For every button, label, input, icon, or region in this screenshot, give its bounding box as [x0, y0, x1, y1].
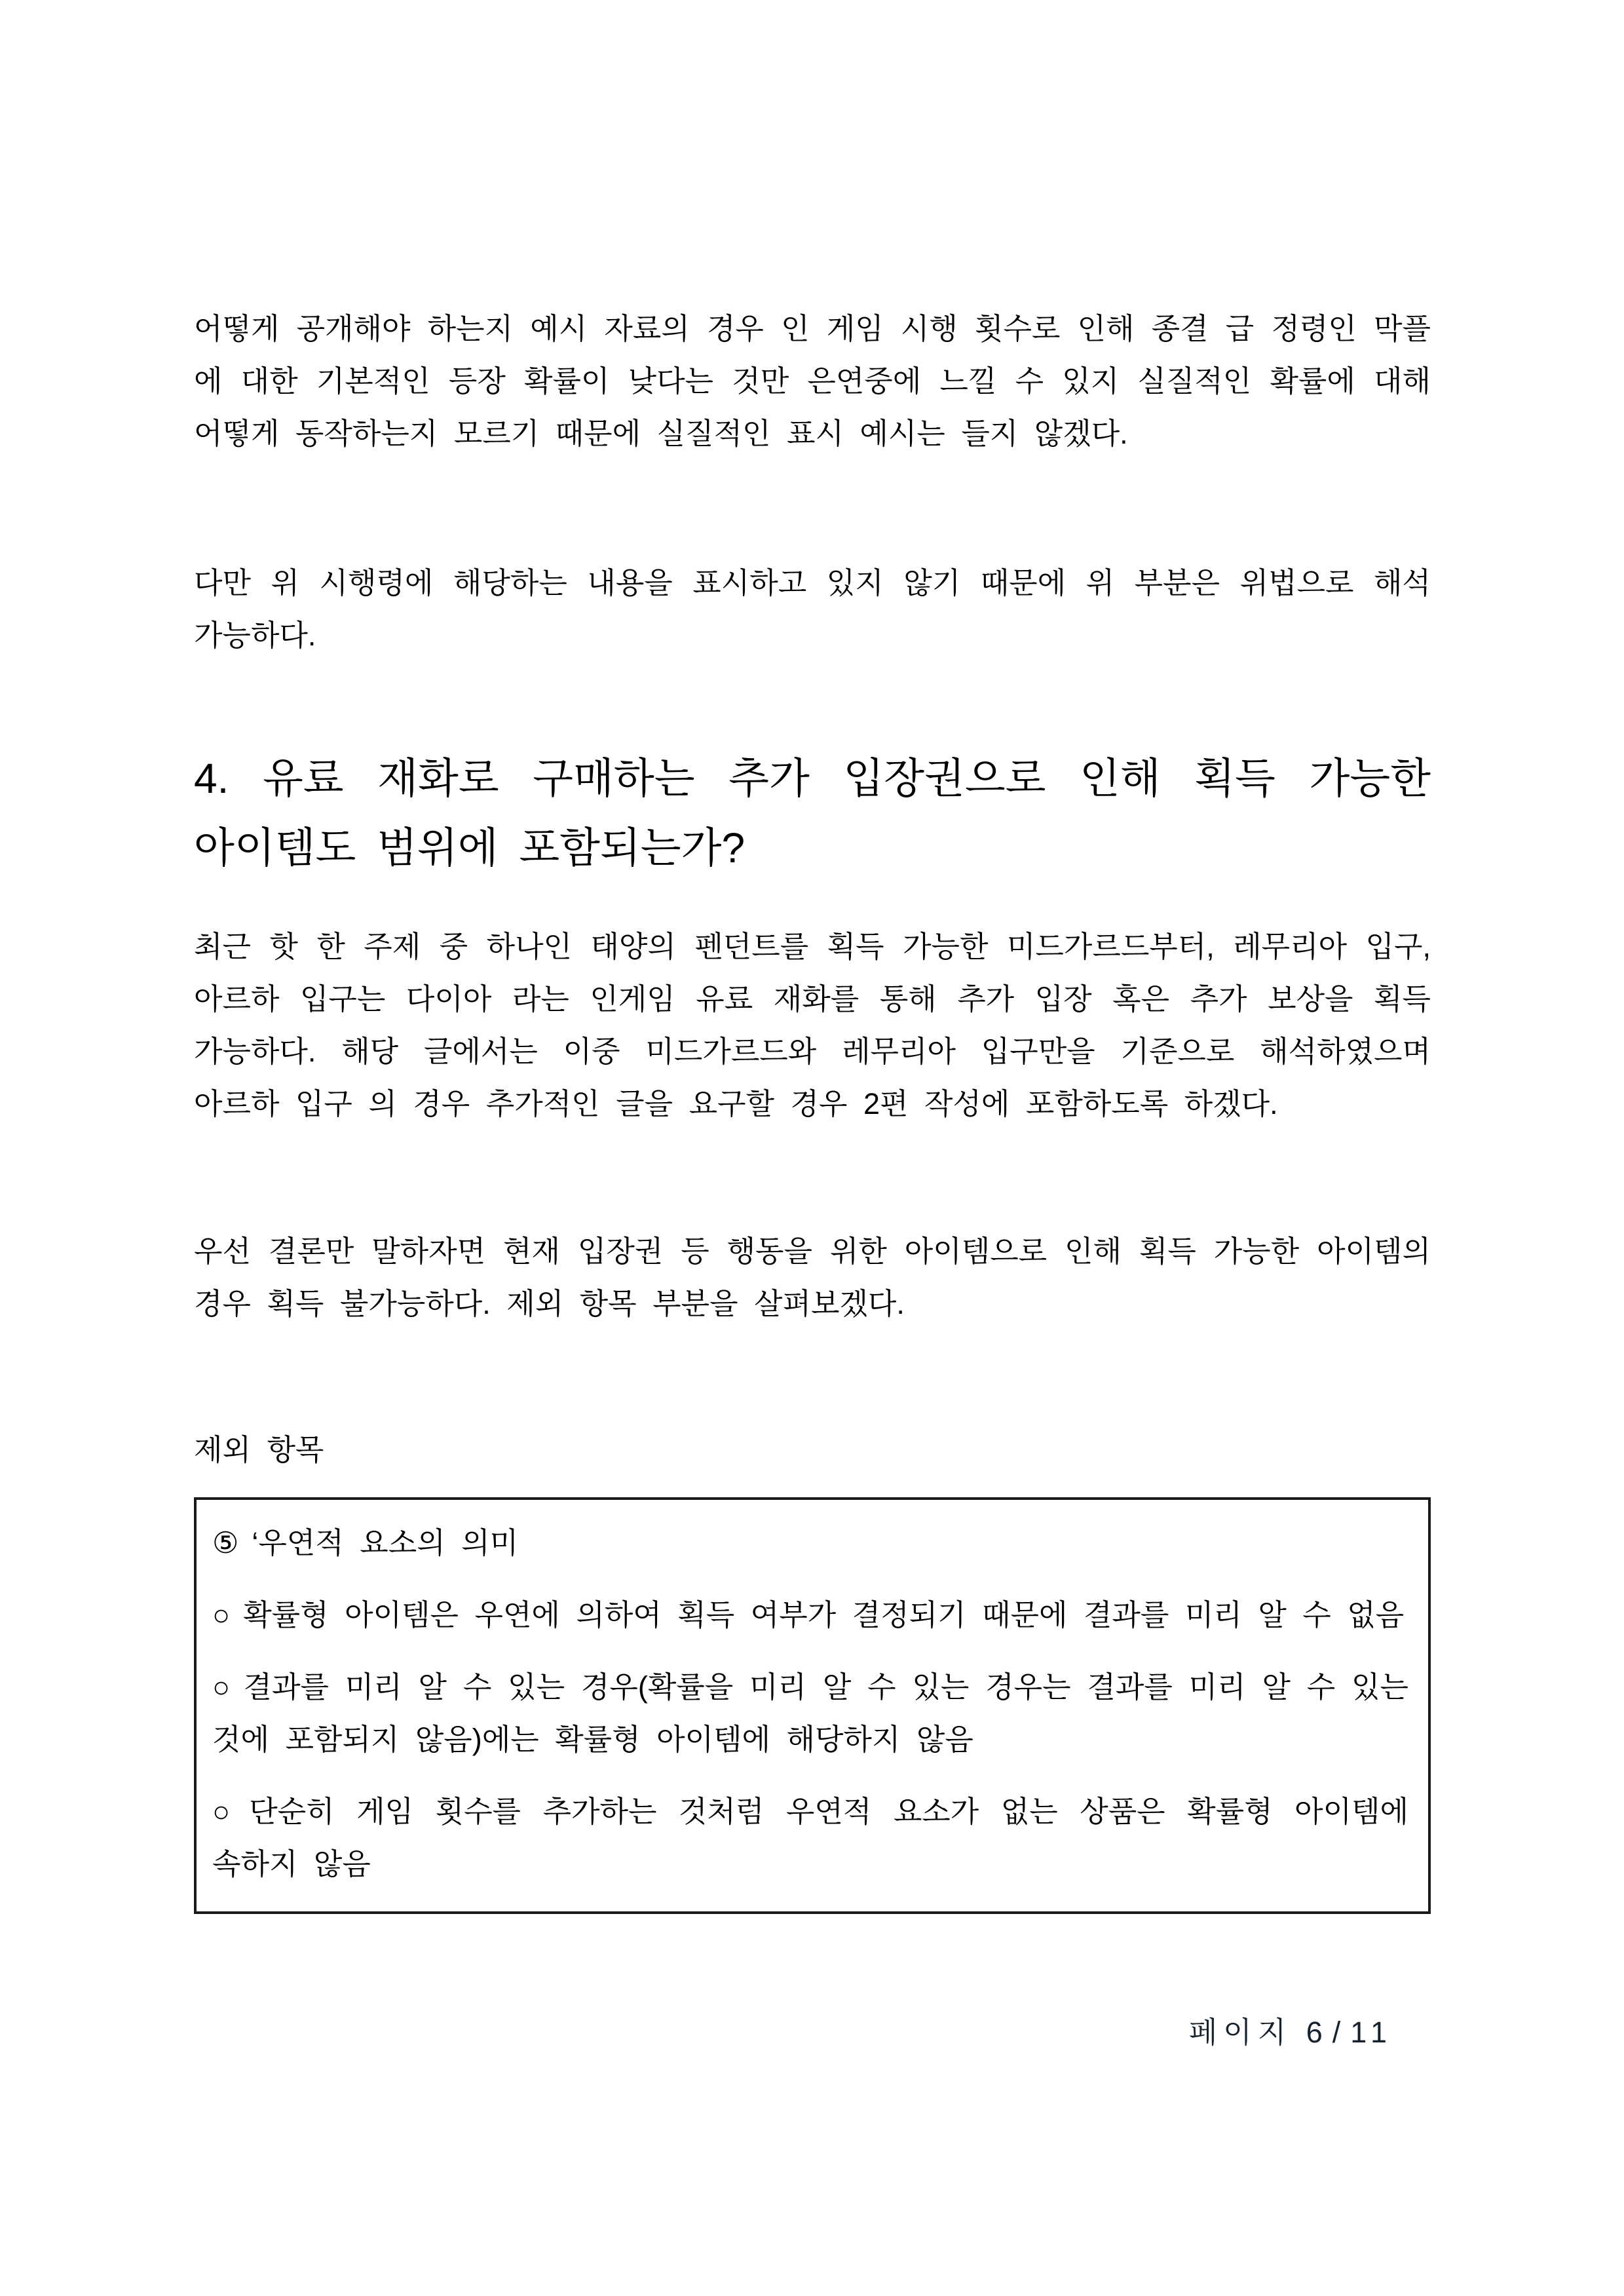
footer-total-pages: 11: [1350, 2016, 1393, 2049]
footer-page-label: 페이지: [1188, 2016, 1293, 2049]
box-bullet-item: [212, 1786, 1408, 1890]
circled-5-marker: ⑤: [212, 1526, 239, 1559]
paragraph-paid-entry-tickets: 최근 핫 한 주제 중 하나인 태양의 펜던트를 획득 가능한 미드가르드부터, 레무리아 입구, 아르하 입구는 다이아 라는 인게임 유료 재화를 통해 추가 입장 혹은 추가 보상을 획득 가능하다. 해당 글에서는 이중 미드가르드와 레무리아 입구만을 기준으로 해석하였으며 아르하 입구 의 경우 추가적인 글을 요구할 경우 2편 작성에 포함하도록 하겠다.: [194, 930, 1431, 1120]
circle-bullet-marker: ○: [212, 1670, 231, 1704]
exclusion-quote-box: [194, 1497, 1431, 1914]
box-title-text: ‘우연적 요소의 의미: [252, 1526, 519, 1559]
box-bullet-item: [212, 1661, 1408, 1766]
page-footer: [1189, 2013, 1393, 2052]
footer-separator: /: [1332, 2016, 1347, 2049]
box-bullet-item: [212, 1589, 1408, 1641]
section-4-heading: 4. 유료 재화로 구매하는 추가 입장권으로 인해 획득 가능한 아이템도 범위에 포함되는가?: [194, 755, 1431, 871]
box-bullet-text: 결과를 미리 알 수 있는 경우(확률을 미리 알 수 있는 경우는 결과를 미리 알 수 있는 것에 포함되지 않음)에는 확률형 아이템에 해당하지 않음: [212, 1670, 1408, 1756]
paragraph-conclusion: 우선 결론만 말하자면 현재 입장권 등 행동을 위한 아이템으로 인해 획득 가능한 아이템의 경우 획득 불가능하다. 제외 항목 부분을 살펴보겠다.: [194, 1234, 1431, 1320]
circle-bullet-marker: ○: [212, 1795, 236, 1828]
paragraph-illegal-interpretation: 다만 위 시행령에 해당하는 내용을 표시하고 있지 않기 때문에 위 부분은 위법으로 해석 가능하다.: [194, 566, 1431, 652]
footer-page-number: 6: [1306, 2016, 1329, 2049]
document-content: [194, 0, 1431, 1914]
exclusion-items-label: 제외 항목: [194, 1433, 324, 1466]
paragraph-probability-display-example: 어떻게 공개해야 하는지 예시 자료의 경우 인 게임 시행 횟수로 인해 종결 급 정령인 막플 에 대한 기본적인 등장 확률이 낮다는 것만 은연중에 느낄 수 있지 실질적인 확률에 대해 어떻게 동작하는지 모르기 때문에 실질적인 표시 예시는 들지 않겠다.: [194, 312, 1431, 450]
circle-bullet-marker: ○: [212, 1598, 231, 1632]
box-bullet-text: 단순히 게임 횟수를 추가하는 것처럼 우연적 요소가 없는 상품은 확률형 아이템에 속하지 않음: [212, 1795, 1408, 1881]
box-title-line: [212, 1517, 1408, 1569]
box-bullet-text: 확률형 아이템은 우연에 의하여 획득 여부가 결정되기 때문에 결과를 미리 알 수 없음: [243, 1598, 1405, 1632]
